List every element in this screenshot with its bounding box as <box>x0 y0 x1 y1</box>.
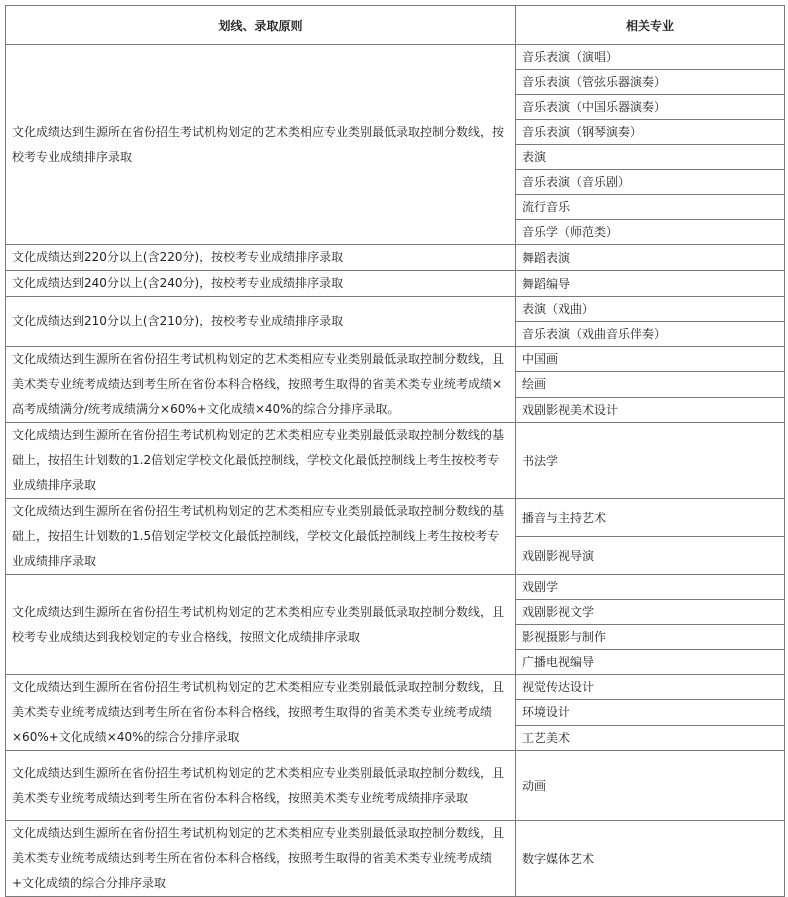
major-cell: 表演 <box>516 145 785 170</box>
major-cell: 表演（戏曲） <box>516 297 785 322</box>
major-cell: 播音与主持艺术 <box>516 499 785 537</box>
major-cell: 视觉传达设计 <box>516 675 785 700</box>
table-row <box>6 575 785 600</box>
admission-rule-cell: 文化成绩达到210分以上(含210分)，按校考专业成绩排序录取 <box>6 297 516 347</box>
major-cell: 音乐表演（管弦乐器演奏） <box>516 70 785 95</box>
table-row <box>6 423 785 499</box>
table-row <box>6 821 785 897</box>
admission-rule-cell: 文化成绩达到生源所在省份招生考试机构划定的艺术类相应专业类别最低录取控制分数线，且校考专业成绩达到我校划定的专业合格线，按照文化成绩排序录取 <box>6 575 516 675</box>
major-cell: 音乐学（师范类） <box>516 220 785 245</box>
table-row <box>6 675 785 700</box>
admission-rule-cell: 文化成绩达到生源所在省份招生考试机构划定的艺术类相应专业类别最低录取控制分数线，且美术类专业统考成绩达到考生所在省份本科合格线，按照美术类专业统考成绩排序录取 <box>6 751 516 821</box>
major-cell: 戏剧影视美术设计 <box>516 397 785 422</box>
table-row <box>6 45 785 70</box>
major-cell: 戏剧影视文学 <box>516 600 785 625</box>
admission-table <box>5 5 785 897</box>
major-cell: 动画 <box>516 751 785 821</box>
admission-rule-cell: 文化成绩达到220分以上(含220分)，按校考专业成绩排序录取 <box>6 245 516 271</box>
major-cell: 影视摄影与制作 <box>516 625 785 650</box>
major-cell: 舞蹈编导 <box>516 271 785 297</box>
major-cell: 环境设计 <box>516 700 785 725</box>
table-row <box>6 271 785 297</box>
admission-rule-cell: 文化成绩达到生源所在省份招生考试机构划定的艺术类相应专业类别最低录取控制分数线的基础上，按招生计划数的1.2倍划定学校文化最低控制线，学校文化最低控制线上考生按校考专业成绩排序录取 <box>6 423 516 499</box>
major-cell: 书法学 <box>516 423 785 499</box>
admission-rule-cell: 文化成绩达到生源所在省份招生考试机构划定的艺术类相应专业类别最低录取控制分数线的基础上，按招生计划数的1.5倍划定学校文化最低控制线，学校文化最低控制线上考生按校考专业成绩排序录取 <box>6 499 516 575</box>
major-column-header: 相关专业 <box>516 6 785 45</box>
admission-rule-cell: 文化成绩达到生源所在省份招生考试机构划定的艺术类相应专业类别最低录取控制分数线，且美术类专业统考成绩达到考生所在省份本科合格线，按照考生取得的省美术类专业统考成绩×60%+文化成绩×40%的综合分排序录取 <box>6 675 516 751</box>
major-cell: 舞蹈表演 <box>516 245 785 271</box>
major-cell: 中国画 <box>516 347 785 372</box>
table-row <box>6 751 785 821</box>
major-cell: 音乐表演（钢琴演奏） <box>516 120 785 145</box>
major-cell: 戏剧学 <box>516 575 785 600</box>
major-cell: 音乐表演（演唱） <box>516 45 785 70</box>
admission-rule-cell: 文化成绩达到生源所在省份招生考试机构划定的艺术类相应专业类别最低录取控制分数线，且美术类专业统考成绩达到考生所在省份本科合格线，按照考生取得的省美术类专业统考成绩+文化成绩的综合分排序录取 <box>6 821 516 897</box>
major-cell: 戏剧影视导演 <box>516 537 785 575</box>
admission-rule-cell: 文化成绩达到生源所在省份招生考试机构划定的艺术类相应专业类别最低录取控制分数线，按校考专业成绩排序录取 <box>6 45 516 245</box>
table-header-row <box>6 6 785 45</box>
table-row <box>6 245 785 271</box>
major-cell: 广播电视编导 <box>516 650 785 675</box>
major-cell: 工艺美术 <box>516 725 785 750</box>
major-cell: 音乐表演（戏曲音乐伴奏） <box>516 322 785 347</box>
admission-rule-cell: 文化成绩达到240分以上(含240分)，按校考专业成绩排序录取 <box>6 271 516 297</box>
major-cell: 数字媒体艺术 <box>516 821 785 897</box>
table-row <box>6 499 785 537</box>
major-cell: 绘画 <box>516 372 785 397</box>
table-row <box>6 297 785 322</box>
admission-rule-cell: 文化成绩达到生源所在省份招生考试机构划定的艺术类相应专业类别最低录取控制分数线，且美术类专业统考成绩达到考生所在省份本科合格线，按照考生取得的省美术类专业统考成绩×高考成绩满分/统考成绩满分×60%+文化成绩×40%的综合分排序录取。 <box>6 347 516 423</box>
table-row <box>6 347 785 372</box>
rule-column-header: 划线、录取原则 <box>6 6 516 45</box>
major-cell: 音乐表演（音乐剧） <box>516 170 785 195</box>
major-cell: 音乐表演（中国乐器演奏） <box>516 95 785 120</box>
major-cell: 流行音乐 <box>516 195 785 220</box>
